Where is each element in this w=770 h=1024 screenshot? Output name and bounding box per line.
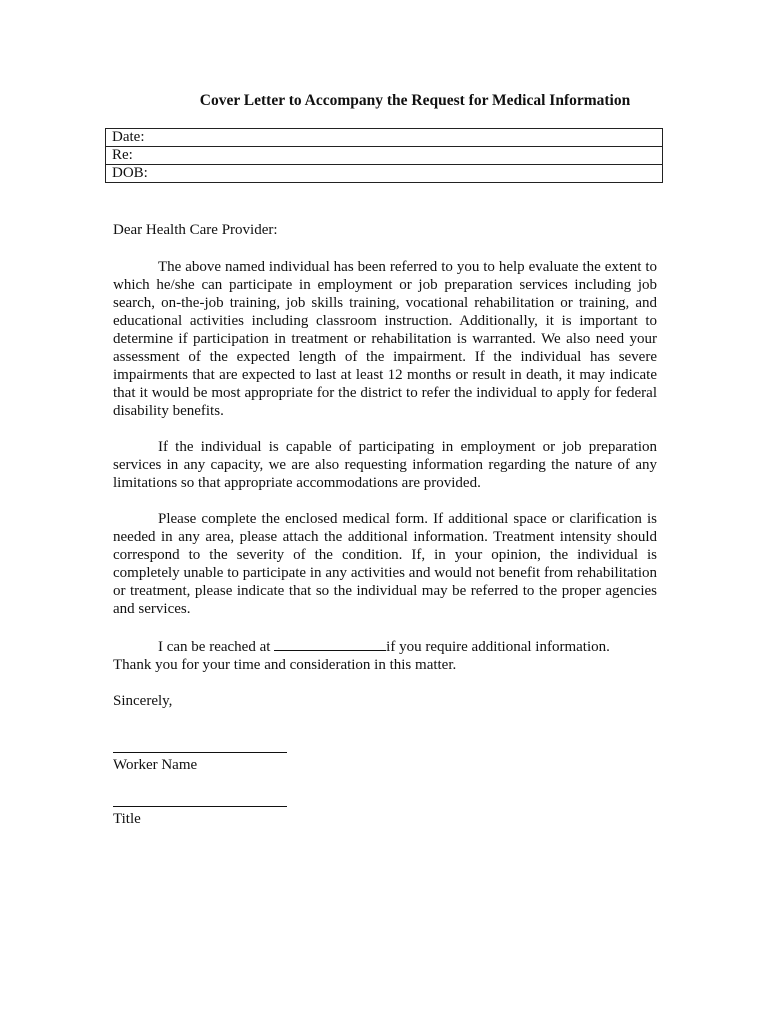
thanks-line: Thank you for your time and consideration in this matter.: [113, 657, 457, 673]
worker-name-signature-line[interactable]: [113, 752, 287, 753]
date-row: [106, 129, 663, 147]
paragraph-instructions: Please complete the enclosed medical form. If additional space or clarification is needed in any area, please attach the additional information. Treatment intensity should correspond to the severity of the condition. If, in your opinion, the individual is completely unable to participate in any activities and would not benefit from rehabilitation or treatment, please indicate that so the individual may be referred to the proper agencies and services.: [113, 511, 657, 617]
date-field[interactable]: Date:: [106, 129, 663, 147]
contact-text-after: if you require additional information.: [386, 639, 610, 655]
title-signature-line[interactable]: [113, 806, 287, 807]
salutation: Dear Health Care Provider:: [113, 222, 278, 238]
re-field[interactable]: Re:: [106, 147, 663, 165]
worker-name-label: Worker Name: [113, 757, 198, 773]
contact-text-before: I can be reached at: [158, 639, 275, 655]
document-title: Cover Letter to Accompany the Request for Medical Information: [199, 92, 631, 109]
dob-field[interactable]: DOB:: [106, 165, 663, 183]
letter-body: [113, 221, 657, 710]
paragraph-capacity: If the individual is capable of participating in employment or job preparation services in any capacity, we are also requesting information regarding the nature of any limitations so that appropriate accommodations are provided.: [113, 439, 657, 491]
dob-row: [106, 165, 663, 183]
re-row: [106, 147, 663, 165]
header-fields-table: [105, 128, 663, 183]
phone-blank-field[interactable]: [274, 636, 386, 651]
contact-line: [113, 636, 657, 656]
closing: Sincerely,: [113, 693, 173, 709]
title-label: Title: [113, 811, 141, 827]
paragraph-referral: The above named individual has been referred to you to help evaluate the extent to which he/she can participate in employment or job preparation services including job search, on-the-job training, job skills training, vocational rehabilitation or training, and educational activities including classroom instruction. Additionally, it is important to determine if participation in treatment or rehabilitation is warranted. We also need your assessment of the expected length of the impairment. If the individual has severe impairments that are expected to last at least 12 months or result in death, it may indicate that it would be most appropriate for the district to refer the individual to apply for federal disability benefits.: [113, 259, 657, 419]
